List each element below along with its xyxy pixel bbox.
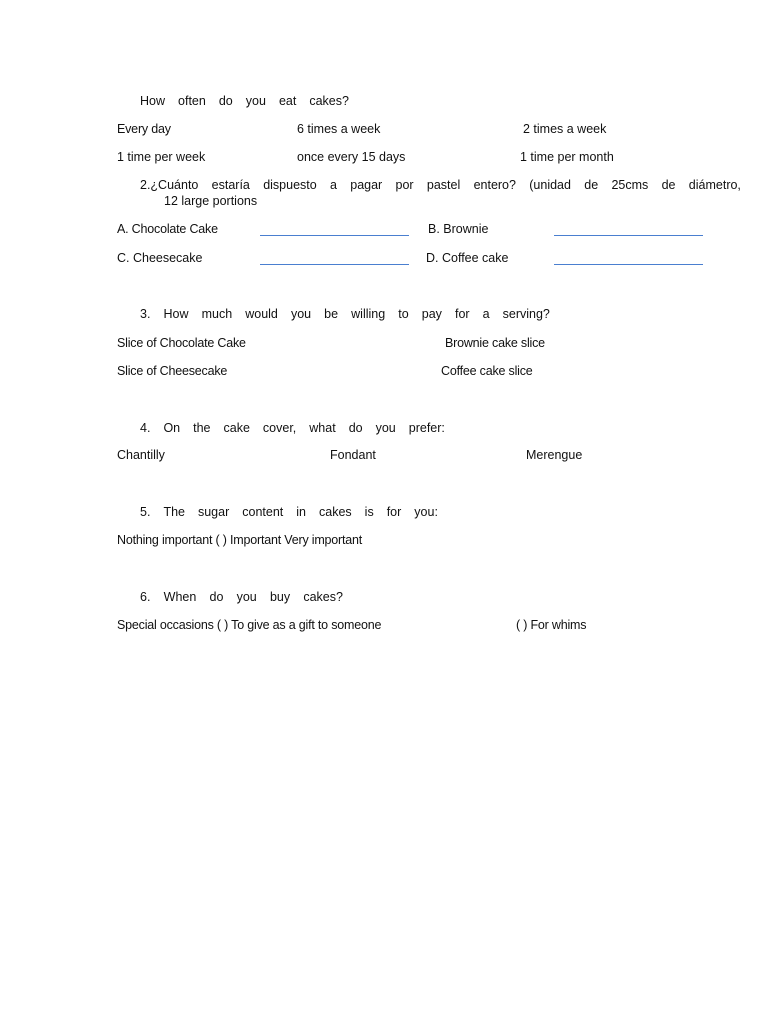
q2-brownie-answer-line[interactable]	[554, 235, 703, 236]
word: cakes?	[309, 94, 349, 108]
q4-option-merengue: Merengue	[526, 448, 583, 462]
word: dispuesto	[263, 178, 317, 192]
word: pastel	[426, 178, 461, 192]
word: 2.¿Cuánto	[140, 178, 199, 192]
word: you	[236, 590, 257, 604]
q3-option-slice-cheesecake: Slice of Cheesecake	[117, 364, 228, 378]
word: for	[386, 505, 402, 519]
q1-option-1-time-month: 1 time per month	[520, 150, 614, 164]
word: be	[324, 307, 339, 321]
q1-option-every-15-days: once every 15 days	[297, 150, 406, 164]
word: 25cms	[611, 178, 649, 192]
word: do	[218, 94, 233, 108]
word: a	[482, 307, 490, 321]
q6-options-left: Special occasions ( ) To give as a gift to someone	[117, 618, 382, 632]
word: 5.	[140, 505, 151, 519]
word: de	[661, 178, 676, 192]
question-6-text	[140, 590, 343, 604]
word: How	[140, 94, 166, 108]
word: 3.	[140, 307, 151, 321]
word: you	[375, 421, 396, 435]
word: the	[193, 421, 211, 435]
q1-option-6-times-week: 6 times a week	[297, 122, 381, 136]
question-1-text	[140, 94, 349, 108]
word: serving?	[502, 307, 550, 321]
word: content	[242, 505, 284, 519]
q6-option-for-whims: ( ) For whims	[516, 618, 587, 632]
word: (unidad	[529, 178, 571, 192]
word: for	[454, 307, 470, 321]
q2-option-brownie: B. Brownie	[428, 222, 489, 236]
word: estaría	[211, 178, 250, 192]
word: you	[290, 307, 312, 321]
word: a	[330, 178, 337, 192]
word: On	[163, 421, 181, 435]
word: would	[245, 307, 278, 321]
word: When	[163, 590, 197, 604]
q1-option-every-day: Every day	[117, 122, 171, 136]
word: The	[163, 505, 185, 519]
word: diámetro,	[688, 178, 741, 192]
word: is	[364, 505, 374, 519]
word: prefer:	[408, 421, 445, 435]
word: often	[178, 94, 206, 108]
q3-option-slice-chocolate-cake: Slice of Chocolate Cake	[117, 336, 246, 350]
word: in	[296, 505, 307, 519]
q2-cheesecake-answer-line[interactable]	[260, 264, 409, 265]
q2-option-cheesecake: C. Cheesecake	[117, 251, 203, 265]
word: you:	[414, 505, 438, 519]
word: 4.	[140, 421, 151, 435]
word: cakes	[319, 505, 352, 519]
word: por	[395, 178, 414, 192]
word: entero?	[473, 178, 516, 192]
word: cake	[223, 421, 250, 435]
q1-option-2-times-week: 2 times a week	[523, 122, 607, 136]
question-2-line-2: 12 large portions	[164, 194, 258, 208]
question-2-text	[140, 178, 741, 192]
word: sugar	[197, 505, 230, 519]
word: 6.	[140, 590, 151, 604]
word: what	[309, 421, 336, 435]
word: much	[201, 307, 233, 321]
word: pay	[421, 307, 442, 321]
q4-option-chantilly: Chantilly	[117, 448, 165, 462]
word: to	[398, 307, 409, 321]
q4-option-fondant: Fondant	[330, 448, 376, 462]
word: pagar	[350, 178, 383, 192]
word: de	[584, 178, 599, 192]
word: buy	[269, 590, 291, 604]
q3-option-brownie-slice: Brownie cake slice	[445, 336, 545, 350]
question-4-text	[140, 421, 445, 435]
q2-option-coffee-cake: D. Coffee cake	[426, 251, 509, 265]
q5-options-line: Nothing important ( ) Important Very important	[117, 533, 363, 547]
word: cover,	[262, 421, 297, 435]
word: you	[245, 94, 266, 108]
q2-option-chocolate-cake: A. Chocolate Cake	[117, 222, 218, 236]
word: do	[348, 421, 363, 435]
question-5-text	[140, 505, 438, 519]
word: cakes?	[303, 590, 343, 604]
word: do	[209, 590, 224, 604]
word: eat	[278, 94, 297, 108]
word: willing	[351, 307, 386, 321]
q3-option-coffee-cake-slice: Coffee cake slice	[441, 364, 533, 378]
q2-chocolate-cake-answer-line[interactable]	[260, 235, 409, 236]
q1-option-1-time-week: 1 time per week	[117, 150, 206, 164]
q2-coffee-cake-answer-line[interactable]	[554, 264, 703, 265]
word: How	[163, 307, 189, 321]
question-3-text	[140, 307, 550, 321]
